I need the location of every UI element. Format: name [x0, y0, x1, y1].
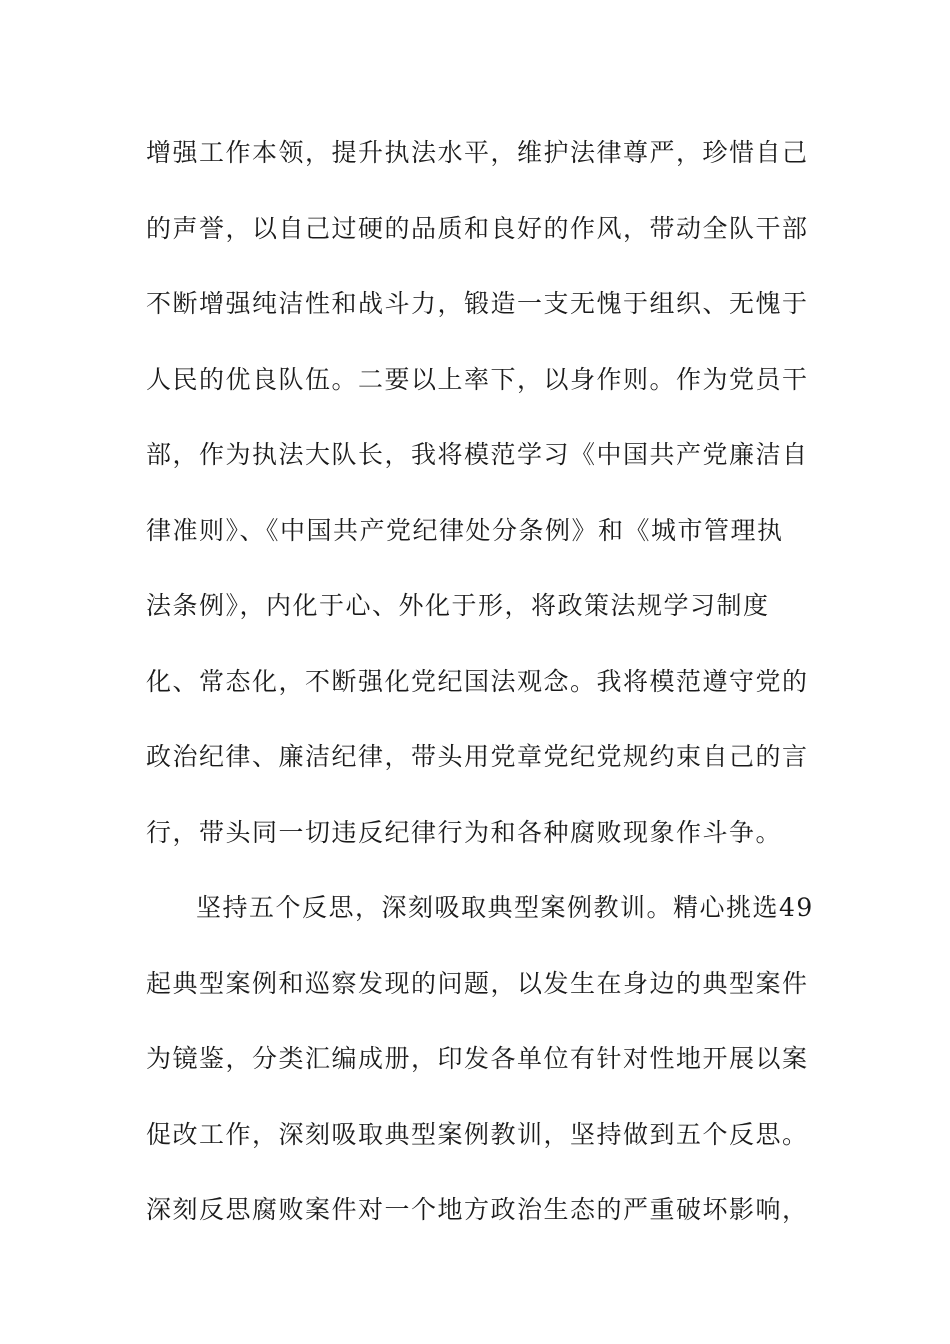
text-line: 不断增强纯洁性和战斗力，锻造一支无愧于组织、无愧于 — [146, 289, 809, 318]
paragraph-start-line: 坚持五个反思，深刻吸取典型案例教训。精心挑选49 — [196, 893, 814, 922]
text-line: 深刻反思腐败案件对一个地方政治生态的严重破坏影响， — [146, 1195, 809, 1224]
text-line: 增强工作本领，提升执法水平，维护法律尊严，珍惜自己 — [146, 138, 809, 167]
text-line: 政治纪律、廉洁纪律，带头用党章党纪党规约束自己的言 — [146, 742, 809, 771]
text-line: 部，作为执法大队长，我将模范学习《中国共产党廉洁自 — [146, 440, 809, 469]
text-line: 起典型案例和巡察发现的问题，以发生在身边的典型案件 — [146, 968, 809, 998]
text-line: 律准则》、《中国共产党纪律处分条例》和《城市管理执 — [146, 515, 784, 545]
text-line: 为镜鉴，分类汇编成册，印发各单位有针对性地开展以案 — [146, 1044, 809, 1073]
body-text — [146, 128, 814, 1261]
text-line: 人民的优良队伍。二要以上率下，以身作则。作为党员干 — [146, 364, 809, 394]
text-line: 促改工作，深刻吸取典型案例教训，坚持做到五个反思。 — [146, 1119, 809, 1149]
text-line: 化、常态化，不断强化党纪国法观念。我将模范遵守党的 — [146, 666, 809, 696]
text-line: 的声誉，以自己过硬的品质和良好的作风，带动全队干部 — [146, 213, 809, 243]
text-line: 法条例》，内化于心、外化于形，将政策法规学习制度 — [146, 591, 770, 620]
text-line: 行，带头同一切违反纪律行为和各种腐败现象作斗争。 — [146, 817, 783, 847]
